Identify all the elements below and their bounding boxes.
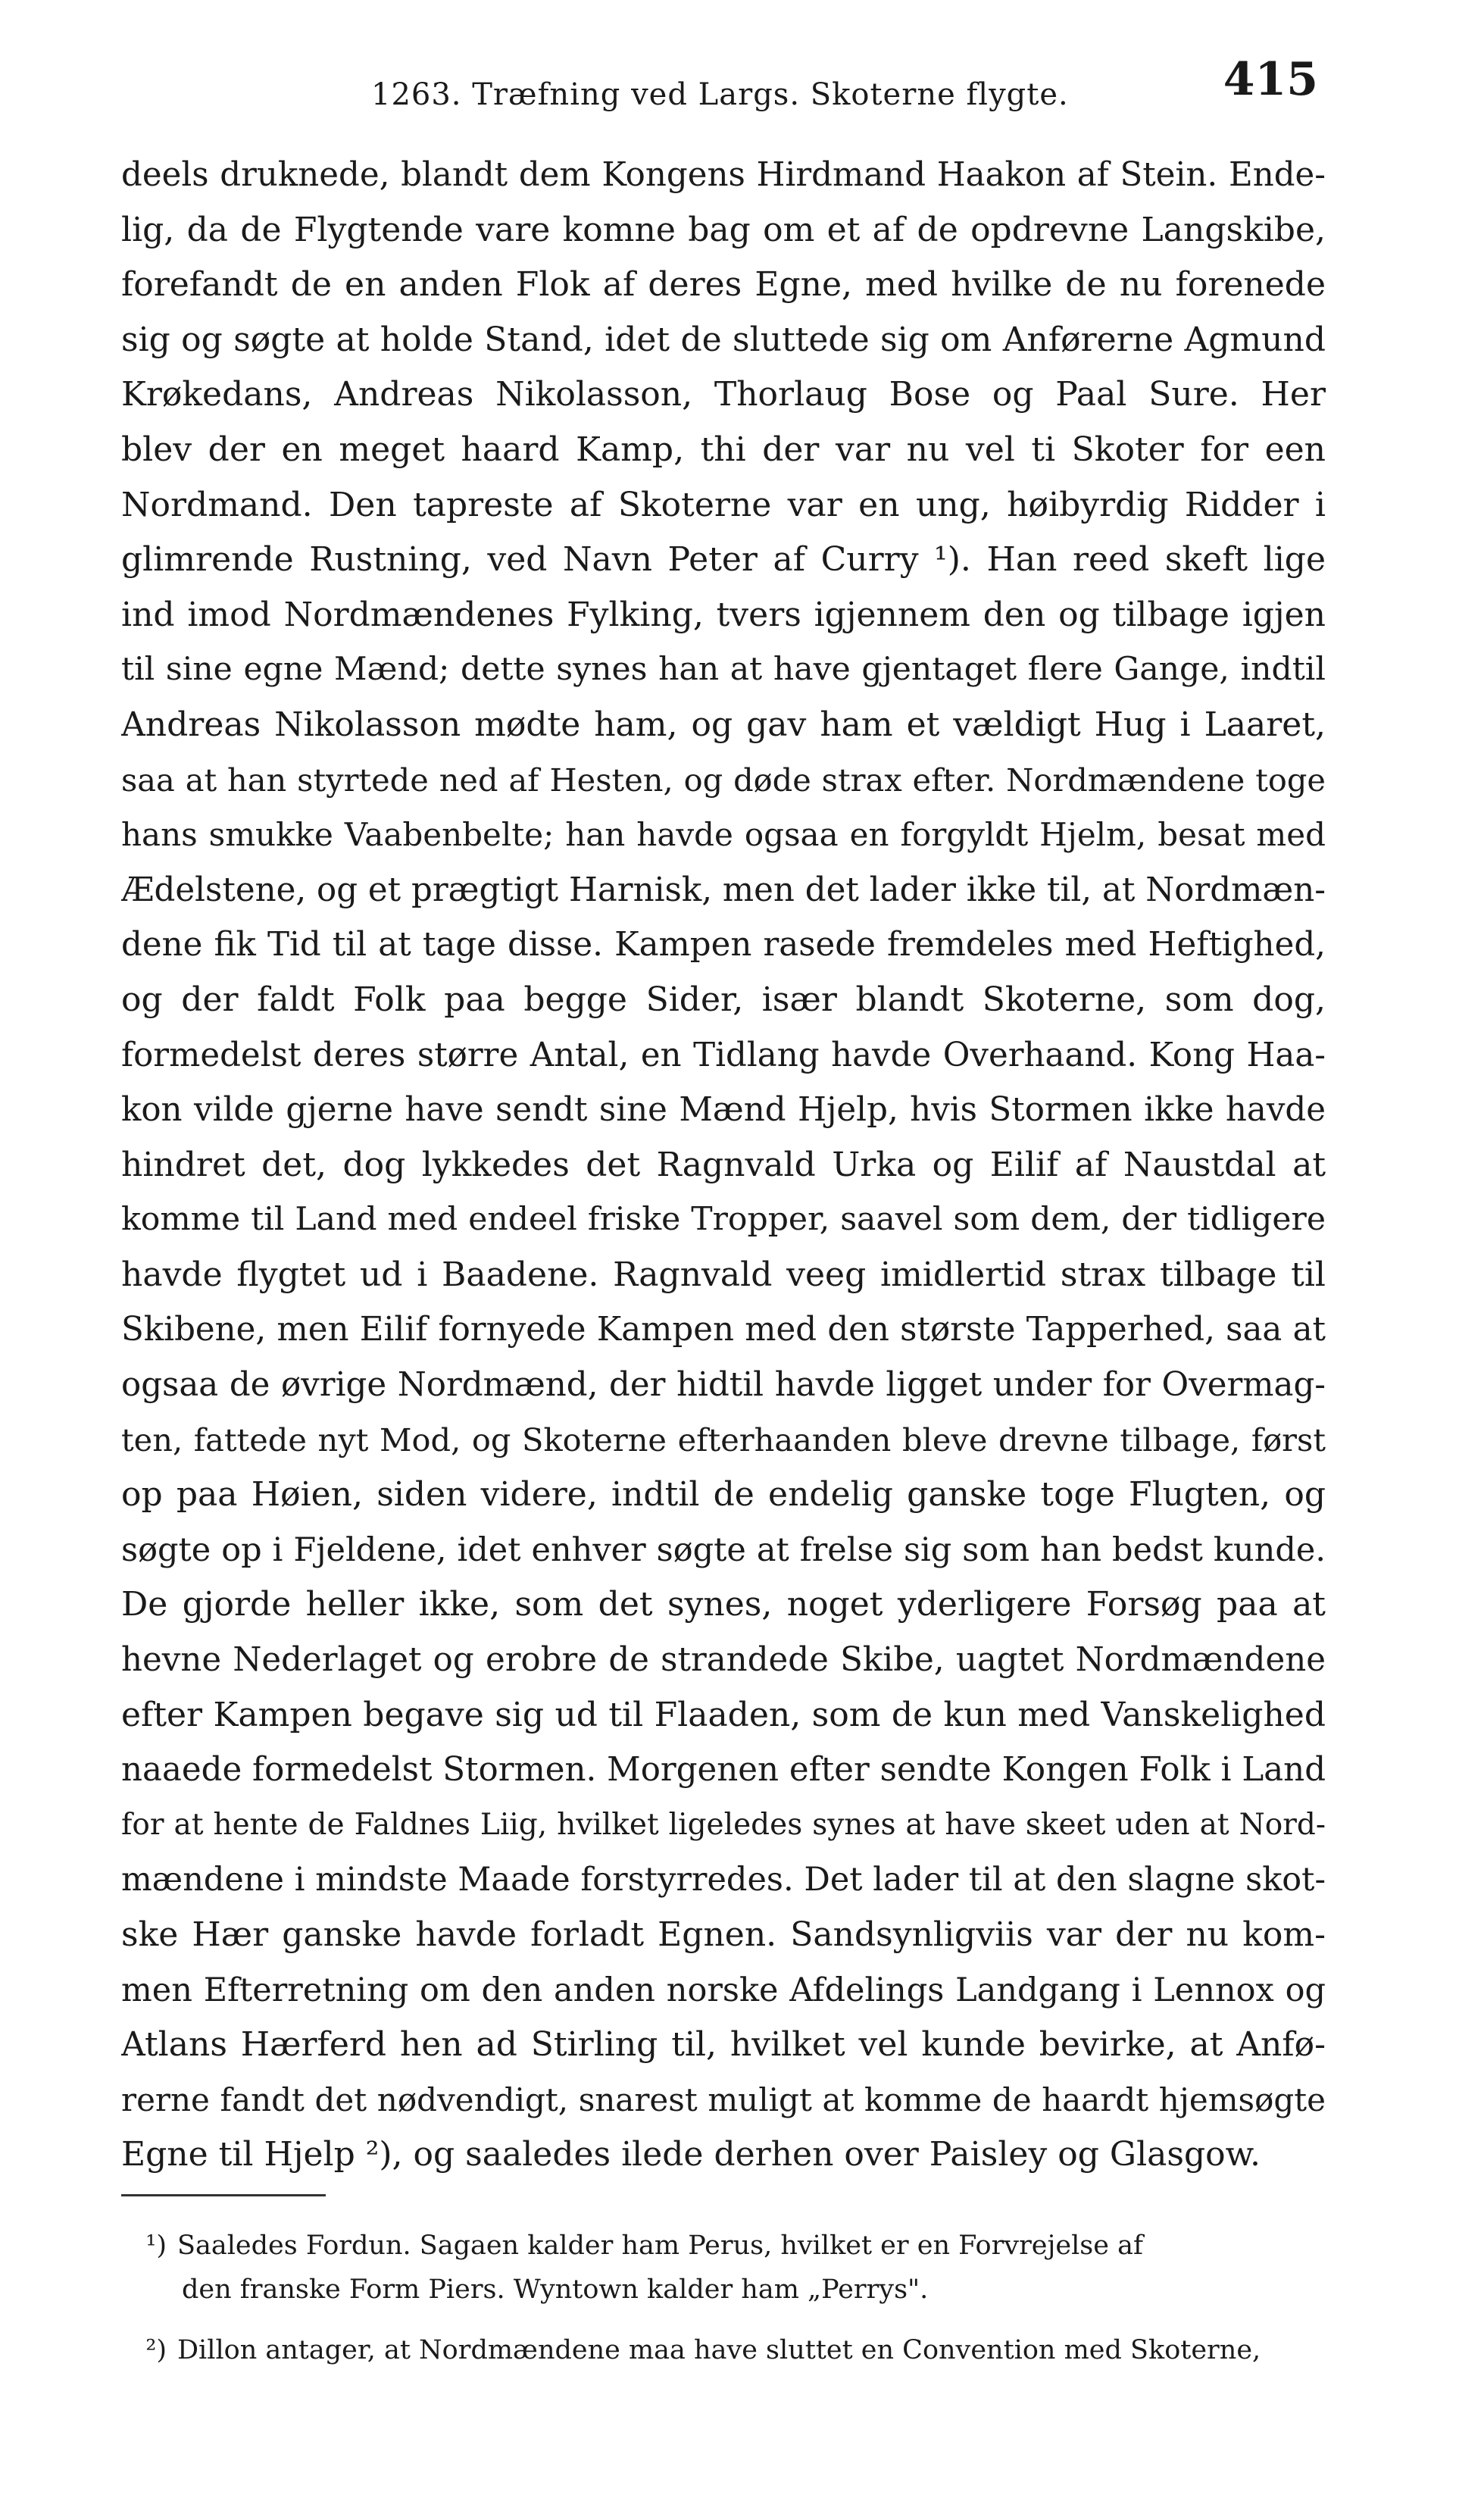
- text-line: deels druknede, blandt dem Kongens Hirdmand Haakon af Stein. Ende-: [121, 156, 1326, 194]
- text-line: ten, fattede nyt Mod, og Skoterne efterhaanden bleve drevne tilbage, først: [121, 1421, 1326, 1458]
- text-line: hevne Nederlaget og erobre de strandede Skibe, uagtet Nordmændene: [121, 1641, 1326, 1680]
- text-line: formedelst deres større Antal, en Tidlang havde Overhaand. Kong Haa-: [121, 1036, 1326, 1074]
- text-line: hans smukke Vaabenbelte; han havde ogsaa en forgyldt Hjelm, besat med: [121, 816, 1326, 854]
- text-line: havde flygtet ud i Baadene. Ragnvald veeg imidlertid strax tilbage til: [121, 1255, 1326, 1294]
- text-line: ogsaa de øvrige Nordmænd, der hidtil havde ligget under for Overmag-: [121, 1366, 1326, 1405]
- text-line: komme til Land med endeel friske Tropper, saavel som dem, der tidligere: [121, 1201, 1326, 1239]
- text-line: og der faldt Folk paa begge Sider, især blandt Skoterne, som dog,: [121, 980, 1326, 1019]
- footnote-marker: ²): [145, 2335, 167, 2365]
- page-number: 415: [1223, 53, 1318, 106]
- footnote-text: Dillon antager, at Nordmændene maa have sluttet en Convention med Skoterne,: [177, 2335, 1261, 2365]
- footnote-text: den franske Form Piers. Wyntown kalder ham „Perrys".: [182, 2274, 929, 2305]
- text-line: ske Hær ganske havde forladt Egnen. Sandsynligviis var der nu kom-: [121, 1915, 1326, 1954]
- footnote-separator: [121, 2194, 326, 2196]
- page-header: [121, 53, 1318, 121]
- text-line: søgte op i Fjeldene, idet enhver søgte at frelse sig som han bedst kunde.: [121, 1530, 1326, 1569]
- footnote-text: Saaledes Fordun. Sagaen kalder ham Perus, hvilket er en Forvrejelse af: [177, 2231, 1143, 2261]
- text-line: Egne til Hjelp ²), og saaledes ilede derhen over Paisley og Glasgow.: [121, 2135, 1261, 2174]
- footnote-line: [121, 2224, 1326, 2268]
- text-line: naaede formedelst Stormen. Morgenen efter sendte Kongen Folk i Land: [121, 1751, 1326, 1790]
- text-line: efter Kampen begave sig ud til Flaaden, som de kun med Vanskelighed: [121, 1695, 1326, 1734]
- text-line: til sine egne Mænd; dette synes han at have gjentaget flere Gange, indtil: [121, 651, 1326, 689]
- text-line: op paa Høien, siden videre, indtil de endelig ganske toge Flugten, og: [121, 1475, 1326, 1515]
- main-text: [121, 148, 1326, 2183]
- text-line: Ædelstene, og et prægtigt Harnisk, men det lader ikke til, at Nordmæn-: [121, 871, 1326, 909]
- text-line: rerne fandt det nødvendigt, snarest muligt at komme de haardt hjemsøgte: [121, 2081, 1326, 2118]
- text-line: ind imod Nordmændenes Fylking, tvers igjennem den og tilbage igjen: [121, 595, 1326, 634]
- text-line: glimrende Rustning, ved Navn Peter af Curry ¹). Han reed skeft lige: [121, 540, 1326, 580]
- text-line: Andreas Nikolasson mødte ham, og gav ham et vældigt Hug i Laaret,: [121, 705, 1326, 744]
- text-line: blev der en meget haard Kamp, thi der var nu vel ti Skoter for een: [121, 430, 1326, 469]
- text-line: kon vilde gjerne have sendt sine Mænd Hjelp, hvis Stormen ikke havde: [121, 1091, 1326, 1130]
- text-line: saa at han styrtede ned af Hesten, og døde strax efter. Nordmændene toge: [121, 761, 1326, 799]
- text-line: Atlans Hærferd hen ad Stirling til, hvilket vel kunde bevirke, at Anfø-: [121, 2025, 1326, 2065]
- footnote-line: [121, 2268, 1326, 2312]
- text-line: hindret det, dog lykkedes det Ragnvald Urka og Eilif af Naustdal at: [121, 1145, 1326, 1184]
- footnote-marker: ¹): [145, 2231, 167, 2261]
- text-line: for at hente de Faldnes Liig, hvilket ligeledes synes at have skeet uden at Nord-: [121, 1807, 1326, 1842]
- text-line: forefandt de en anden Flok af deres Egne, med hvilke de nu forenede: [121, 265, 1326, 305]
- footnotes: [121, 2224, 1326, 2372]
- running-head: 1263. Træfning ved Largs. Skoterne flygte.: [371, 77, 1069, 112]
- footnote-line: [121, 2328, 1326, 2372]
- text-line: mændene i mindste Maade forstyrredes. Det lader til at den slagne skot-: [121, 1861, 1326, 1899]
- text-line: dene fik Tid til at tage disse. Kampen rasede fremdeles med Heftighed,: [121, 926, 1326, 964]
- text-line: lig, da de Flygtende vare komne bag om et af de opdrevne Langskibe,: [121, 210, 1326, 249]
- text-line: men Efterretning om den anden norske Afdelings Landgang i Lennox og: [121, 1971, 1326, 2009]
- text-line: Krøkedans, Andreas Nikolasson, Thorlaug Bose og Paal Sure. Her: [121, 375, 1326, 414]
- text-line: Nordmand. Den tapreste af Skoterne var en ung, høibyrdig Ridder i: [121, 485, 1326, 524]
- text-line: Skibene, men Eilif fornyede Kampen med den største Tapperhed, saa at: [121, 1311, 1326, 1349]
- text-line: De gjorde heller ikke, som det synes, noget yderligere Forsøg paa at: [121, 1585, 1326, 1624]
- text-line: sig og søgte at holde Stand, idet de sluttede sig om Anførerne Agmund: [121, 320, 1326, 359]
